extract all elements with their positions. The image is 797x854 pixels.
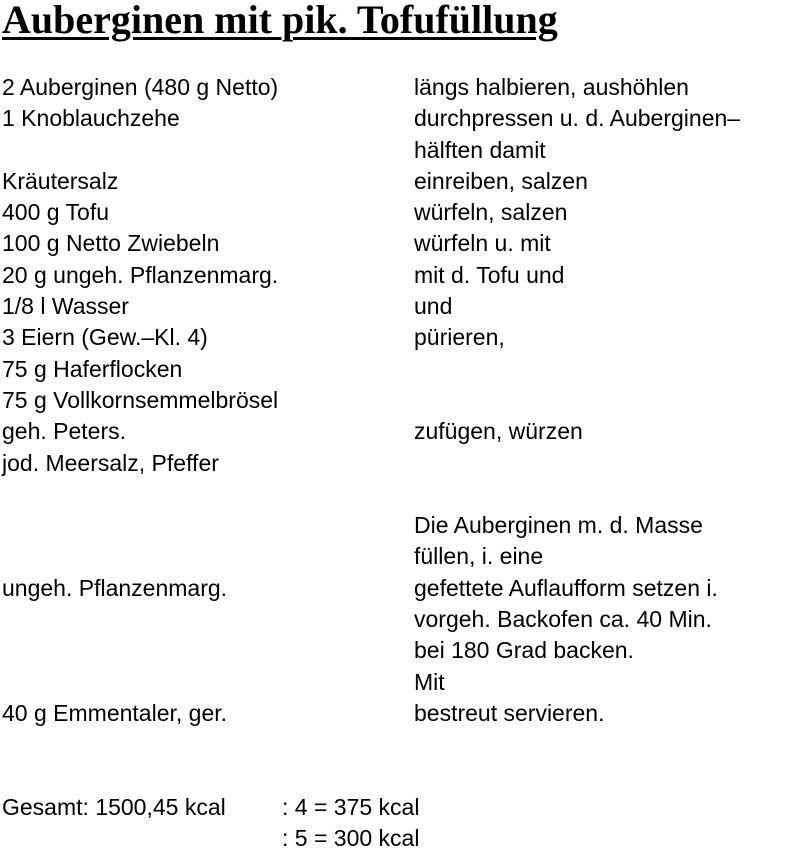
instruction-text: zufügen, würzen bbox=[414, 418, 583, 445]
instruction-text: hälften damit bbox=[414, 136, 546, 163]
per-4-portions: : 4 = 375 kcal bbox=[282, 794, 420, 820]
ingredient-text: 1 Knoblauchzehe bbox=[2, 105, 180, 132]
instruction-text: würfeln, salzen bbox=[414, 199, 568, 226]
ingredient-text: ungeh. Pflanzenmarg. bbox=[2, 574, 228, 601]
instruction-text: bestreut servieren. bbox=[414, 699, 605, 726]
instruction-text: pürieren, bbox=[414, 324, 505, 351]
instruction-text: Die Auberginen m. d. Masse bbox=[414, 512, 703, 539]
ingredient-text: 1/8 l Wasser bbox=[2, 293, 129, 320]
total-kcal-label: Gesamt: 1500,45 kcal bbox=[2, 794, 226, 820]
ingredient-text: jod. Meersalz, Pfeffer bbox=[2, 449, 219, 476]
ingredient-text: 75 g Vollkornsemmelbrösel bbox=[2, 386, 279, 413]
ingredient-text: 2 Auberginen (480 g Netto) bbox=[2, 74, 279, 100]
ingredient-text: 3 Eiern (Gew.–Kl. 4) bbox=[2, 324, 208, 351]
ingredient-text: 400 g Tofu bbox=[2, 199, 110, 226]
instruction-text: durchpressen u. d. Auberginen– bbox=[414, 105, 741, 132]
ingredient-text: 75 g Haferflocken bbox=[2, 355, 183, 382]
instruction-text: und bbox=[414, 293, 453, 320]
instruction-text: würfeln u. mit bbox=[414, 230, 551, 257]
per-5-portions: : 5 = 300 kcal bbox=[282, 825, 420, 851]
ingredient-text: geh. Peters. bbox=[2, 418, 127, 445]
instruction-text: gefettete Auflaufform setzen i. bbox=[414, 574, 718, 601]
ingredient-text: 40 g Emmentaler, ger. bbox=[2, 699, 228, 726]
instruction-text: vorgeh. Backofen ca. 40 Min. bbox=[414, 606, 712, 633]
instruction-text: mit d. Tofu und bbox=[414, 261, 565, 288]
ingredient-text: 20 g ungeh. Pflanzenmarg. bbox=[2, 261, 279, 288]
ingredient-text: Kräutersalz bbox=[2, 167, 119, 194]
ingredient-text: 100 g Netto Zwiebeln bbox=[2, 230, 220, 257]
instruction-text: Mit bbox=[414, 668, 445, 695]
instruction-text: füllen, i. eine bbox=[414, 543, 544, 570]
recipe-title: Auberginen mit pik. Tofufüllung bbox=[2, 0, 558, 42]
instruction-text: einreiben, salzen bbox=[414, 167, 588, 194]
instruction-text: längs halbieren, aushöhlen bbox=[414, 74, 689, 100]
instruction-text: bei 180 Grad backen. bbox=[414, 637, 634, 664]
